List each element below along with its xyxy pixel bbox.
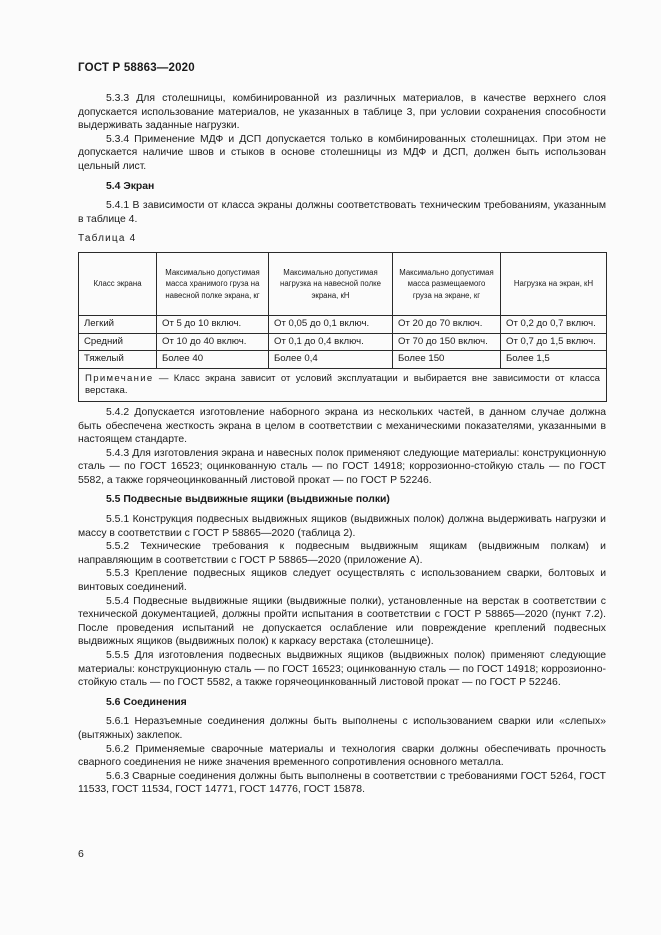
table-cell: От 0,2 до 0,7 включ. <box>501 315 607 333</box>
document-body <box>78 92 606 797</box>
table-cell: Более 1,5 <box>501 351 607 369</box>
paragraph-5-3-3: 5.3.3 Для столешницы, комбинированной из различных материалов, в качестве верхнего слоя допускается использование материалов, не указанных в таблице 3, при условии сохранения способности выдерживать заданные нагрузки. <box>78 93 606 132</box>
table-cell: Более 40 <box>157 351 269 369</box>
table-header-cell: Максимально допустимая масса размещаемого груза на экране, кг <box>393 252 501 315</box>
table-4 <box>78 252 607 402</box>
table-note-label: Примечание <box>85 372 154 384</box>
table-cell: От 10 до 40 включ. <box>157 333 269 351</box>
document-header: ГОСТ Р 58863—2020 <box>78 62 195 74</box>
table-row <box>79 315 607 333</box>
table-cell: Более 0,4 <box>269 351 393 369</box>
page-number: 6 <box>78 848 84 860</box>
paragraph-5-5-1: 5.5.1 Конструкция подвесных выдвижных ящиков (выдвижных полок) должна выдерживать нагрузки и массу в соответствии с ГОСТ Р 58865—2020 (таблица 2). <box>78 514 606 539</box>
table-4-title: Таблица 4 <box>78 233 137 245</box>
table-header-cell: Максимально допустимая нагрузка на навесной полке экрана, кН <box>269 252 393 315</box>
paragraph-5-4-2: 5.4.2 Допускается изготовление наборного экрана из нескольких частей, в данном случае должна быть обеспечена жесткость экрана в целом в соответствии с механическими показателями, указанными в настоящем стандарте. <box>78 406 606 446</box>
paragraph-5-3-4: 5.3.4 Применение МДФ и ДСП допускается только в комбинированных столешницах. При этом не допускается наличие швов и стыков в основе столешницы из МДФ и ДСП, должен быть использован цельный лист. <box>78 133 606 172</box>
section-5-4-title: 5.4 Экран <box>106 180 155 192</box>
table-note <box>79 368 607 401</box>
paragraph-5-5-2: 5.5.2 Технические требования к подвесным выдвижным ящикам (выдвижным полкам) и направляющим в соответствии с ГОСТ Р 58865—2020 (приложение А). <box>78 541 606 566</box>
table-cell: Средний <box>79 333 157 351</box>
table-cell: От 0,05 до 0,1 включ. <box>269 315 393 333</box>
section-5-6-title: 5.6 Соединения <box>106 696 187 708</box>
paragraph-5-5-5: 5.5.5 Для изготовления подвесных выдвижных ящиков (выдвижных полок) применяют следующие материалы: конструкционную сталь — по ГОСТ 16523; оцинкованную сталь — по ГОСТ 14918; коррозионно-стойкую сталь — по ГОСТ 5582, а также горячеоцинкованный листовой прокат — по ГОСТ Р 52246. <box>78 650 606 689</box>
table-header-cell: Нагрузка на экран, кН <box>501 252 607 315</box>
paragraph-5-4-1: 5.4.1 В зависимости от класса экраны должны соответствовать техническим требованиям, указанным в таблице 4. <box>78 200 606 225</box>
section-5-5-title: 5.5 Подвесные выдвижные ящики (выдвижные полки) <box>106 494 390 506</box>
table-row <box>79 351 607 369</box>
table-header-cell: Максимально допустимая масса хранимого груза на навесной полке экрана, кг <box>157 252 269 315</box>
table-note-row <box>79 368 607 401</box>
table-cell: Тяжелый <box>79 351 157 369</box>
paragraph-5-6-2: 5.6.2 Применяемые сварочные материалы и технология сварки должны обеспечивать прочность сварного соединения не ниже значения временного сопротивления основного металла. <box>78 743 606 769</box>
table-row <box>79 333 607 351</box>
table-cell: Более 150 <box>393 351 501 369</box>
paragraph-5-6-3: 5.6.3 Сварные соединения должны быть выполнены в соответствии с требованиями ГОСТ 5264, ГОСТ 11533, ГОСТ 11534, ГОСТ 14771, ГОСТ 14776, ГОСТ 15878. <box>78 770 606 796</box>
table-cell: От 70 до 150 включ. <box>393 333 501 351</box>
paragraph-5-4-3: 5.4.3 Для изготовления экрана и навесных полок применяют следующие материалы: конструкционную сталь — по ГОСТ 16523; оцинкованную сталь — по ГОСТ 14918; коррозионно-стойкую сталь — по ГОСТ 5582, а также горячеоцинкованный листовой прокат — по ГОСТ Р 52246. <box>78 447 606 486</box>
table-cell: Легкий <box>79 315 157 333</box>
table-cell: От 0,7 до 1,5 включ. <box>501 333 607 351</box>
table-cell: От 0,1 до 0,4 включ. <box>269 333 393 351</box>
table-cell: От 20 до 70 включ. <box>393 315 501 333</box>
table-header-row <box>79 252 607 315</box>
paragraph-5-5-4: 5.5.4 Подвесные выдвижные ящики (выдвижные полки), установленные на верстак в соответствии с технической документацией, должны пройти испытания в соответствии с ГОСТ Р 58865—2020 (пункт 7.2). После проведения испытаний не допускается ослабление или повреждение креплений подвесных выдвижных ящиков (выдвижных полок) к каркасу верстака (столешнице). <box>78 595 606 648</box>
table-header-cell: Класс экрана <box>79 252 157 315</box>
paragraph-5-6-1: 5.6.1 Неразъемные соединения должны быть выполнены с использованием сварки или «слепых» (вытяжных) заклепок. <box>78 716 606 741</box>
paragraph-5-5-3: 5.5.3 Крепление подвесных ящиков следует осуществлять с использованием сварки, болтовых и винтовых соединений. <box>78 568 606 594</box>
table-note-text: — Класс экрана зависит от условий эксплуатации и выбирается вне зависимости от класса верстака. <box>85 372 600 397</box>
table-cell: От 5 до 10 включ. <box>157 315 269 333</box>
